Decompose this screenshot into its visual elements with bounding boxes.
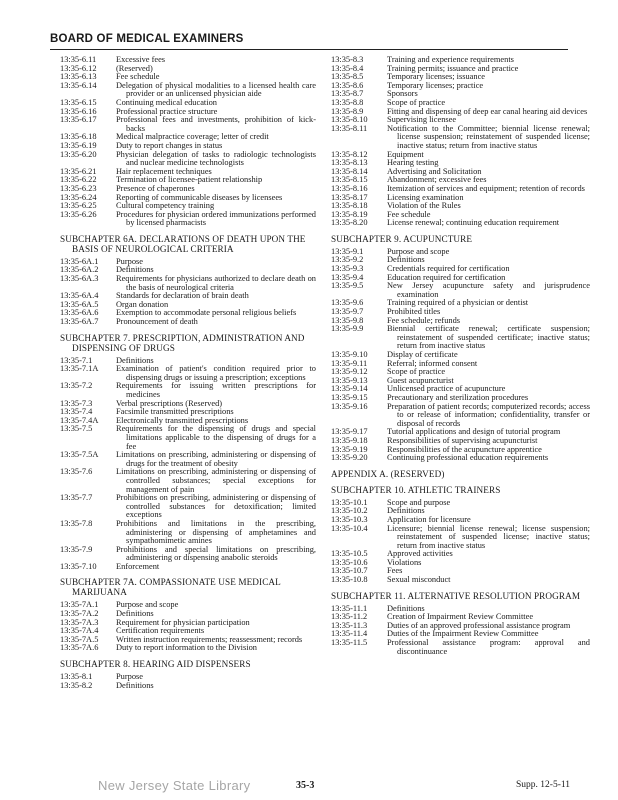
section-number: 13:35-9.3 [331,264,364,274]
section-title: Supervising licensee [387,115,457,125]
section-number: 13:35-9.20 [331,453,368,463]
section-title: Application for licensure [387,514,471,524]
section-number: 13:35-6.13 [60,72,97,82]
section-title: Biennial certificate renewal; certificate suspension; reinstatement of suspended certificate; inactive status; return from inactive status [387,324,590,351]
section-entry [60,425,316,451]
section-title: Requirements for issuing written prescriptions for medicines [116,381,316,399]
section-number: 13:35-8.10 [331,115,368,125]
section-title: Guest acupuncturist [387,375,454,385]
section-title: Precautionary and sterilization procedures [387,392,529,402]
section-number: 13:35-6.22 [60,175,97,185]
page-header-title: BOARD OF MEDICAL EXAMINERS [50,33,244,45]
section-number: 13:35-6.18 [60,132,97,142]
section-title: Scope of practice [387,367,446,377]
section-number: 13:35-9.16 [331,401,368,411]
section-entry [331,360,590,369]
section-title: Abandonment; excessive fees [387,175,487,185]
section-title: Definitions [116,265,154,275]
section-title: Exemption to accommodate personal religious beliefs [116,308,297,318]
section-number: 13:35-7A.3 [60,617,99,627]
header-rule [50,49,568,50]
section-number: 13:35-11.1 [331,603,368,613]
section-number: 13:35-7A.1 [60,600,99,610]
section-title: Advertising and Solicitation [387,166,482,176]
section-number: 13:35-10.3 [331,514,368,524]
section-title: Referral; informed consent [387,358,478,368]
section-title: Enforcement [116,561,160,571]
subchapter-heading: SUBCHAPTER 9. ACUPUNCTURE [331,233,473,244]
supplement-date: Supp. 12-5-11 [516,780,571,790]
section-number: 13:35-8.6 [331,80,364,90]
section-title: Approved activities [387,549,453,559]
section-number: 13:35-9.7 [331,307,364,317]
section-title: Purpose and scope [116,600,179,610]
section-number: 13:35-8.3 [331,55,364,64]
section-title: Hair replacement techniques [116,166,212,176]
section-title: Temporary licenses; practice [387,80,484,90]
section-number: 13:35-10.4 [331,523,368,533]
subchapter-heading: SUBCHAPTER 6A. DECLARATIONS OF DEATH UPON THE BASIS OF NEUROLOGICAL CRITERIA [60,233,306,254]
section-number: 13:35-6.24 [60,192,97,202]
section-number: 13:35-8.1 [60,672,93,682]
section-entry [60,258,316,267]
section-number: 13:35-6.16 [60,106,97,116]
subchapter-heading: SUBCHAPTER 11. ALTERNATIVE RESOLUTION PROGRAM [331,590,581,601]
section-entry [60,292,316,301]
section-entry [60,520,316,546]
section-title: Termination of licensee-patient relationship [116,175,263,185]
section-title: Creation of Impairment Review Committee [387,612,534,622]
section-entry [60,275,316,292]
section-number: 13:35-6A.7 [60,317,99,327]
section-number: 13:35-7.5A [60,450,99,460]
section-title: Violation of the Rules [387,201,461,211]
section-title: Display of certificate [387,350,458,359]
section-number: 13:35-9.1 [331,246,364,256]
section-entry [331,299,590,308]
section-title: New Jersey acupuncture safety and jurisprudence examination [387,281,590,299]
section-entry [331,219,590,228]
section-entry [60,494,316,520]
section-number: 13:35-7.5 [60,424,93,434]
section-number: 13:35-7.6 [60,467,93,477]
section-entry [331,248,590,257]
section-number: 13:35-10.1 [331,497,368,507]
section-title: Reporting of communicable diseases by licensees [116,192,283,202]
section-title: Fee schedule; refunds [387,315,461,325]
section-title: Delegation of physical modalities to a licensed health care provider or an unlicensed physician aide [116,80,316,99]
section-entry [331,202,590,211]
section-number: 13:35-9.8 [331,315,364,325]
section-number: 13:35-7A.2 [60,609,99,619]
section-entry [331,576,590,585]
section-number: 13:35-10.7 [331,566,368,576]
section-number: 13:35-8.5 [331,72,364,82]
section-title: Fee schedule [387,209,431,219]
section-title: Physician delegation of tasks to radiologic technologists and nuclear medicine technologists [116,149,316,168]
section-title: Sexual misconduct [387,575,451,585]
section-title: Continuing medical education [116,97,217,107]
section-number: 13:35-9.13 [331,375,368,385]
section-number: 13:35-8.16 [331,183,368,193]
section-number: 13:35-8.11 [331,123,368,133]
section-title: Licensure; biennial license renewal; license suspension; reinstatement of suspended license; inactive status; return from inactive status [387,523,590,550]
section-number: 13:35-11.2 [331,612,368,622]
section-entry [60,451,316,468]
section-title: Excessive fees [116,55,166,64]
section-entry [331,454,590,463]
section-title: Prohibitions on prescribing, administering or dispensing of controlled substances for detoxification; limited exceptions [116,493,316,520]
section-title: Equipment [387,149,424,159]
section-number: 13:35-6.11 [60,55,97,64]
section-number: 13:35-7.3 [60,398,93,408]
section-number: 13:35-9.11 [331,358,368,368]
section-title: Prohibited titles [387,307,441,317]
section-number: 13:35-7A.6 [60,643,99,653]
section-entry [331,151,590,160]
section-title: Violations [387,557,422,567]
section-title: Presence of chaperones [116,183,195,193]
section-entry [331,90,590,99]
section-entry [60,151,316,168]
section-title: Verbal prescriptions (Reserved) [116,398,223,408]
section-title: Requirements for physicians authorized to declare death on the basis of neurological criteria [116,274,316,292]
section-number: 13:35-6A.6 [60,308,99,318]
section-title: Certification requirements [116,626,205,636]
subchapter-heading: SUBCHAPTER 10. ATHLETIC TRAINERS [331,484,501,495]
section-entry [331,368,590,377]
section-entry [60,56,316,65]
section-number: 13:35-6A.4 [60,291,99,301]
section-number: 13:35-9.10 [331,350,368,359]
section-title: Medical malpractice coverage; letter of credit [116,132,269,142]
section-number: 13:35-8.15 [331,175,368,185]
section-entry [60,644,316,653]
section-title: Fee schedule [116,72,160,82]
section-title: Procedures for physician ordered immunizations performed by licensed pharmacists [116,209,316,228]
section-title: License renewal; continuing education requirement [387,218,560,228]
section-number: 13:35-9.4 [331,272,364,282]
section-number: 13:35-7.10 [60,561,97,571]
section-number: 13:35-8.12 [331,149,368,159]
section-entry [331,499,590,508]
section-entry [60,82,316,99]
section-title: Examination of patient's condition required prior to dispensing drugs or issuing a prescription; exceptions [116,364,316,382]
section-title: Duties of an approved professional assistance program [387,620,571,630]
section-number: 13:35-6.20 [60,149,97,159]
section-title: Purpose and scope [387,246,450,256]
section-number: 13:35-9.2 [331,255,364,265]
section-title: Definitions [387,506,425,516]
section-entry [60,318,316,327]
section-entry [60,211,316,228]
section-title: Definitions [116,680,154,690]
section-title: Education required for certification [387,272,506,282]
section-entry [331,282,590,299]
section-title: Limitations on prescribing, administering or dispensing of controlled substances; special exceptions for management of pain [116,467,316,494]
section-number: 13:35-7.1A [60,364,99,374]
section-title: Duty to report changes in status [116,140,223,150]
section-entry [60,365,316,382]
left-column [60,56,316,690]
section-number: 13:35-6A.3 [60,274,99,284]
section-entry [60,65,316,74]
section-title: Duty to report information to the Division [116,643,257,653]
section-number: 13:35-6A.5 [60,299,99,309]
section-number: 13:35-11.3 [331,620,368,630]
section-number: 13:35-8.18 [331,201,368,211]
section-entry [331,403,590,429]
subchapter-heading: APPENDIX A. (RESERVED) [331,468,445,479]
section-number: 13:35-6A.1 [60,256,99,266]
section-title: Continuing professional education requirements [387,453,549,463]
section-title: Fitting and dispensing of deep ear canal hearing aid devices [387,106,588,116]
section-title: Cultural competency training [116,201,215,211]
section-number: 13:35-8.14 [331,166,368,176]
section-number: 13:35-7.9 [60,544,93,554]
section-title: Limitations on prescribing, administering or dispensing of drugs for the treatment of obesity [116,450,316,468]
section-title: Definitions [387,255,425,265]
section-title: Definitions [116,609,154,619]
section-title: Training required of a physician or dentist [387,298,529,308]
section-number: 13:35-6.15 [60,97,97,107]
section-title: Training and experience requirements [387,55,514,64]
section-title: Pronouncement of death [116,317,198,327]
section-title: Credentials required for certification [387,264,510,274]
section-number: 13:35-8.20 [331,218,368,228]
section-title: Notification to the Committee; biennial license renewal; license suspension; reinstatement of suspended license; inactive status; return from inactive status [387,123,590,150]
section-title: Professional assistance program: approval and discontinuance [387,638,590,656]
section-title: Prohibitions and limitations in the prescribing, administering or dispensing of amphetamines and sympathomimetic amines [116,518,316,546]
section-entry [60,682,316,691]
section-title: Definitions [387,603,425,613]
section-number: 13:35-7.7 [60,493,93,503]
section-title: Sponsors [387,89,418,99]
section-number: 13:35-8.9 [331,106,364,116]
section-number: 13:35-6A.2 [60,265,99,275]
section-title: Scope of practice [387,97,446,107]
section-number: 13:35-8.17 [331,192,368,202]
section-number: 13:35-6.21 [60,166,97,176]
section-number: 13:35-7A.5 [60,634,99,644]
section-number: 13:35-6.26 [60,209,97,219]
section-title: Fees [387,566,403,576]
section-entry [60,601,316,610]
section-number: 13:35-8.13 [331,158,368,168]
section-title: Scope and purpose [387,497,451,507]
section-title: Licensing examination [387,192,464,202]
section-number: 13:35-7.8 [60,518,93,528]
section-entry [331,567,590,576]
section-title: Prohibitions and special limitations on prescribing, administering or dispensing anabolic steroids [116,544,316,563]
subchapter-heading: SUBCHAPTER 7A. COMPASSIONATE USE MEDICAL MARIJUANA [60,577,281,598]
section-entry [331,108,590,117]
section-entry [331,639,590,656]
section-number: 13:35-6.17 [60,115,97,125]
section-entry [60,468,316,494]
section-title: Responsibilities of the acupuncture apprentice [387,444,542,454]
section-number: 13:35-7.4 [60,407,93,417]
section-title: Requirements for the dispensing of drugs and special limitations applicable to the dispensing of drugs for a fee [116,424,316,451]
section-number: 13:35-8.7 [331,89,364,99]
section-entry [331,525,590,551]
section-number: 13:35-11.5 [331,638,368,648]
section-number: 13:35-9.17 [331,427,368,437]
section-number: 13:35-9.18 [331,435,368,445]
section-number: 13:35-8.2 [60,680,93,690]
section-entry [60,382,316,399]
section-entry [331,125,590,151]
section-title: Facsimile transmitted prescriptions [116,407,234,417]
section-number: 13:35-6.25 [60,201,97,211]
section-number: 13:35-11.4 [331,629,368,639]
section-number: 13:35-6.14 [60,80,97,90]
section-title: Written instruction requirements; reassessment; records [116,634,303,644]
section-title: Training permits; issuance and practice [387,63,519,73]
section-title: Hearing testing [387,158,439,168]
section-number: 13:35-8.19 [331,209,368,219]
section-title: Tutorial applications and design of tutorial program [387,427,561,437]
section-entry [60,673,316,682]
right-column [331,56,590,656]
section-title: Requirement for physician participation [116,617,250,627]
section-number: 13:35-9.9 [331,324,364,334]
section-number: 13:35-9.6 [331,298,364,308]
section-title: Unlicensed practice of acupuncture [387,384,506,394]
section-number: 13:35-6.19 [60,140,97,150]
section-number: 13:35-6.23 [60,183,97,193]
section-number: 13:35-7.4A [60,415,99,425]
section-title: Purpose [116,672,143,682]
section-title: Preparation of patient records; computerized records; access to or release of information; confidentiality, transfer or disposal of records [387,401,590,428]
section-title: Responsibilities of supervising acupuncturist [387,435,538,445]
section-title: Professional practice structure [116,106,218,116]
section-number: 13:35-8.8 [331,97,364,107]
section-number: 13:35-9.5 [331,281,364,291]
subchapter-heading: SUBCHAPTER 8. HEARING AID DISPENSERS [60,659,251,670]
subchapter-heading: SUBCHAPTER 7. PRESCRIPTION, ADMINISTRATION AND DISPENSING OF DRUGS [60,332,305,353]
section-number: 13:35-9.15 [331,392,368,402]
section-entry [331,325,590,351]
section-number: 13:35-10.2 [331,506,368,516]
section-number: 13:35-10.5 [331,549,368,559]
section-title: Organ donation [116,299,169,309]
section-number: 13:35-10.8 [331,575,368,585]
section-title: Standards for declaration of brain death [116,291,249,301]
section-number: 13:35-9.14 [331,384,368,394]
section-number: 13:35-7.1 [60,355,93,365]
section-entry [331,559,590,568]
page-number: 35-3 [296,780,315,791]
section-number: 13:35-10.6 [331,557,368,567]
section-title: Temporary licenses; issuance [387,72,486,82]
section-number: 13:35-7.2 [60,381,93,391]
section-entry [60,546,316,563]
section-title: Electronically transmitted prescriptions [116,415,249,425]
section-title: Duties of the Impairment Review Committee [387,629,539,639]
section-number: 13:35-8.4 [331,63,364,73]
section-entry [60,563,316,572]
section-number: 13:35-9.19 [331,444,368,454]
library-stamp: New Jersey State Library [98,778,251,793]
section-title: Itemization of services and equipment; retention of records [387,183,585,193]
section-entry [331,308,590,317]
section-number: 13:35-7A.4 [60,626,99,636]
section-entry [331,550,590,559]
section-entry [60,116,316,133]
section-title: Professional fees and investments, prohibition of kick-backs [116,115,316,133]
section-entry [331,82,590,91]
section-number: 13:35-9.12 [331,367,368,377]
section-title: Purpose [116,256,143,266]
section-title: Definitions [116,355,154,365]
section-title: (Reserved) [116,63,153,73]
section-number: 13:35-6.12 [60,63,97,73]
